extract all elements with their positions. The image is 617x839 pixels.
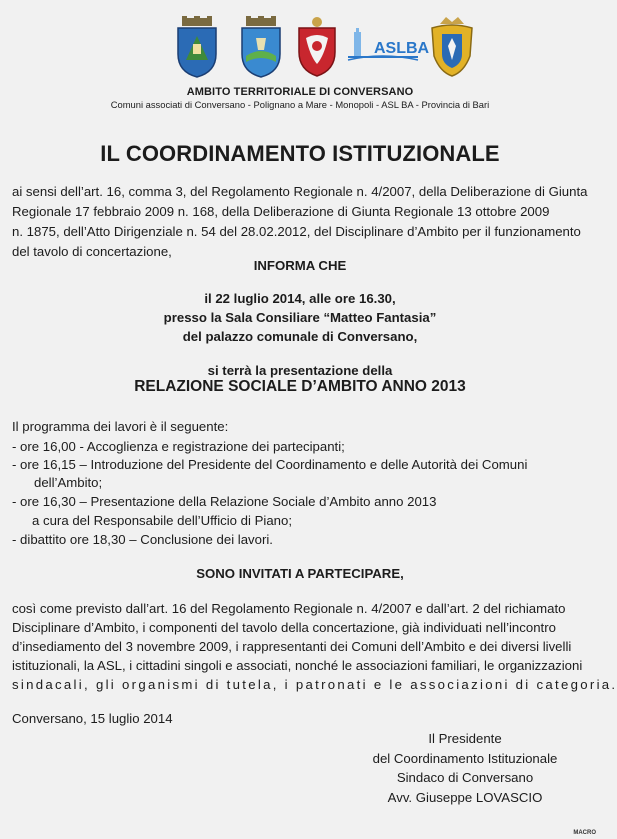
intro-line: n. 1875, dell’Atto Dirigenziale n. 54 del 28.02.2012, del Disciplinare d’Ambito per il funzionamento: [12, 224, 581, 239]
invitation-line: sindacali, gli organismi di tutela, i patronati e le associazioni di categoria.: [12, 677, 617, 692]
org-subtitle: Comuni associati di Conversano - Polignano a Mare - Monopoli - ASL BA - Provincia di Bari: [110, 99, 490, 110]
invitation-line: così come previsto dall’art. 16 del Regolamento Regionale n. 4/2007 e dall’art. 2 del richiamato: [12, 601, 566, 616]
intro-line: del tavolo di concertazione,: [12, 244, 172, 259]
program-item: - ore 16,15 – Introduzione del Presidente del Coordinamento e delle Autorità dei Comuni: [12, 457, 528, 472]
asl-ba-logo-icon: [346, 26, 430, 70]
signature-block: [350, 729, 580, 807]
signature-line: del Coordinamento Istituzionale: [372, 750, 558, 766]
event-building: del palazzo comunale di Conversano,: [182, 329, 418, 344]
invitation-line: istituzionali, la ASL, i cittadini singoli e associati, nonché le associazioni familiari, le organizzazioni: [12, 658, 583, 673]
coat-of-arms-polignano-icon: [238, 16, 284, 78]
coat-of-arms-conversano-icon: [174, 16, 220, 78]
invitation-line: Disciplinare d’Ambito, i componenti del tavolo della concertazione, già individuati nell’incontro: [12, 620, 556, 635]
signature-line: Sindaco di Conversano: [396, 770, 534, 785]
org-name: AMBITO TERRITORIALE DI CONVERSANO: [186, 86, 414, 98]
invitation-heading: SONO INVITATI A PARTECIPARE,: [196, 566, 404, 581]
credit-mark: MACRO: [573, 830, 596, 836]
program-item: a cura del Responsabile dell’Ufficio di Piano;: [32, 513, 292, 528]
event-date: il 22 luglio 2014, alle ore 16.30,: [204, 291, 396, 306]
program-item: - dibattito ore 18,30 – Conclusione dei lavori.: [12, 532, 273, 547]
page-title: IL COORDINAMENTO ISTITUZIONALE: [100, 141, 500, 166]
program-intro: Il programma dei lavori è il seguente:: [12, 419, 229, 434]
program-item: dell’Ambito;: [34, 475, 103, 490]
program-item: - ore 16,00 - Accoglienza e registrazione dei partecipanti;: [12, 439, 345, 454]
informa-heading: INFORMA CHE: [253, 258, 347, 273]
intro-line: ai sensi dell’art. 16, comma 3, del Regolamento Regionale n. 4/2007, della Deliberazione di Giunta: [12, 184, 588, 199]
coat-of-arms-monopoli-icon: [294, 16, 340, 78]
coat-of-arms-provincia-bari-icon: [426, 16, 478, 78]
invitation-line: d’insediamento del 3 novembre 2009, i rappresentanti dei Comuni dell’Ambito e dei diversi livelli: [12, 639, 572, 654]
place-date: Conversano, 15 luglio 2014: [12, 711, 173, 726]
event-place: presso la Sala Consiliare “Matteo Fantasia”: [163, 310, 437, 325]
report-title: RELAZIONE SOCIALE D’AMBITO ANNO 2013: [134, 378, 466, 395]
signature-line: Avv. Giuseppe LOVASCIO: [387, 789, 543, 805]
intro-line: Regionale 17 febbraio 2009 n. 168, della Deliberazione di Giunta Regionale 13 ottobre 2009: [12, 204, 550, 219]
asl-ba-logo-text: ASLBA: [374, 40, 430, 57]
signature-line: Il Presidente: [428, 731, 502, 746]
logos-row: [170, 16, 480, 82]
program-item: - ore 16,30 – Presentazione della Relazione Sociale d’Ambito anno 2013: [12, 494, 437, 509]
presentation-line: si terrà la presentazione della: [207, 363, 393, 378]
